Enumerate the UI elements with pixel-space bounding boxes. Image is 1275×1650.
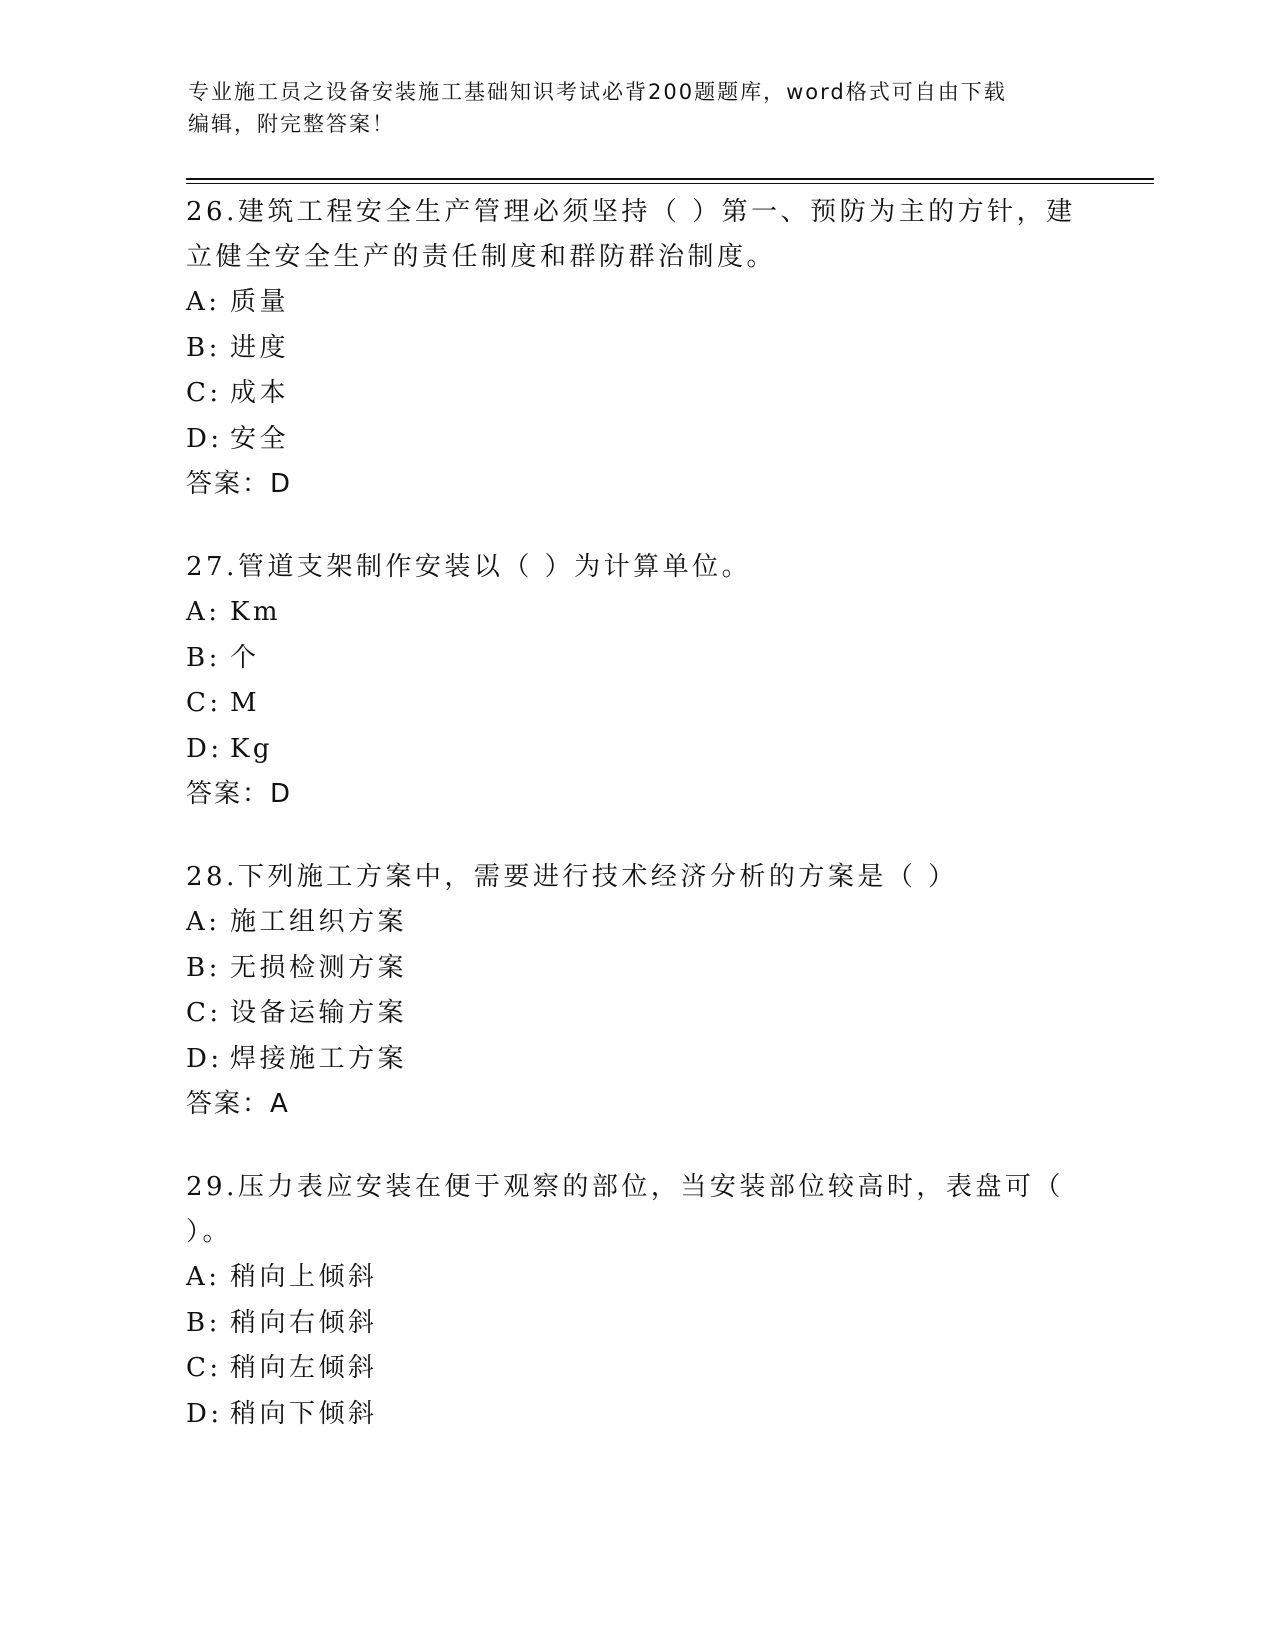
option-d (186, 1037, 1086, 1083)
header-line-1: 专业施工员之设备安装施工基础知识考试必背200题题库，word格式可自由下载 (188, 80, 1007, 104)
option-b (186, 946, 1086, 992)
stem-line: 29.压力表应安装在便于观察的部位，当安装部位较高时，表盘可（ (186, 1172, 1064, 1202)
question-stem (186, 190, 1086, 280)
option-text: 设备运输方案 (230, 998, 408, 1028)
option-a (186, 280, 1086, 326)
option-c (186, 681, 1086, 727)
option-key: A: (186, 287, 221, 317)
answer-line: 答案：A (186, 1089, 290, 1119)
option-text: 施工组织方案 (230, 907, 408, 937)
option-key: D: (186, 1043, 223, 1074)
option-b (186, 1301, 1086, 1347)
option-key: B: (186, 332, 221, 363)
option-text: Kg (230, 733, 274, 764)
option-text: Km (230, 597, 282, 627)
option-text: 质量 (230, 287, 290, 317)
option-a (186, 1255, 1086, 1301)
question-26 (186, 190, 1086, 507)
option-key: B: (186, 952, 221, 983)
option-b (186, 326, 1086, 372)
header-line-2: 编辑，附完整答案！ (188, 112, 395, 136)
option-key: C: (186, 378, 222, 408)
option-key: C: (186, 1353, 222, 1383)
option-text: 稍向右倾斜 (230, 1307, 378, 1338)
option-d (186, 417, 1086, 463)
option-key: B: (186, 1307, 221, 1338)
question-28 (186, 855, 1086, 1127)
option-key: A: (186, 907, 221, 937)
option-key: D: (186, 423, 223, 454)
option-text: 进度 (230, 332, 290, 363)
stem-line: 28.下列施工方案中，需要进行技术经济分析的方案是（ ） (186, 862, 958, 892)
stem-line: 立健全安全生产的责任制度和群防群治制度。 (186, 242, 777, 272)
option-key: A: (186, 597, 221, 627)
option-text: 个 (230, 642, 260, 673)
option-d (186, 727, 1086, 773)
option-key: C: (186, 688, 222, 718)
option-text: 稍向下倾斜 (230, 1398, 378, 1429)
option-key: C: (186, 998, 222, 1028)
question-stem (186, 855, 1086, 900)
option-text: 稍向上倾斜 (230, 1262, 378, 1292)
option-c (186, 1346, 1086, 1392)
option-text: 焊接施工方案 (230, 1043, 408, 1074)
option-text: M (230, 688, 261, 718)
question-list (186, 190, 1086, 1475)
option-text: 无损检测方案 (230, 952, 408, 983)
question-stem (186, 545, 1086, 590)
option-text: 安全 (230, 423, 290, 454)
option-a (186, 590, 1086, 636)
option-key: D: (186, 1398, 223, 1429)
option-c (186, 371, 1086, 417)
option-c (186, 991, 1086, 1037)
stem-line: 26.建筑工程安全生产管理必须坚持（ ）第一、预防为主的方针，建 (186, 197, 1076, 227)
option-a (186, 900, 1086, 946)
header-divider-thin (186, 183, 1154, 184)
answer-line: 答案：D (186, 469, 293, 499)
option-d (186, 1392, 1086, 1438)
stem-line: 27.管道支架制作安装以（ ）为计算单位。 (186, 552, 752, 582)
question-27 (186, 545, 1086, 817)
question-stem (186, 1165, 1086, 1255)
header-divider-thick (186, 178, 1154, 180)
document-header (188, 76, 1068, 140)
question-29 (186, 1165, 1086, 1437)
option-key: D: (186, 733, 223, 764)
option-b (186, 636, 1086, 682)
option-text: 稍向左倾斜 (230, 1353, 378, 1383)
option-text: 成本 (230, 378, 290, 408)
option-key: A: (186, 1262, 221, 1292)
stem-line: ）。 (186, 1217, 233, 1247)
option-key: B: (186, 642, 221, 673)
answer-line: 答案：D (186, 779, 293, 809)
